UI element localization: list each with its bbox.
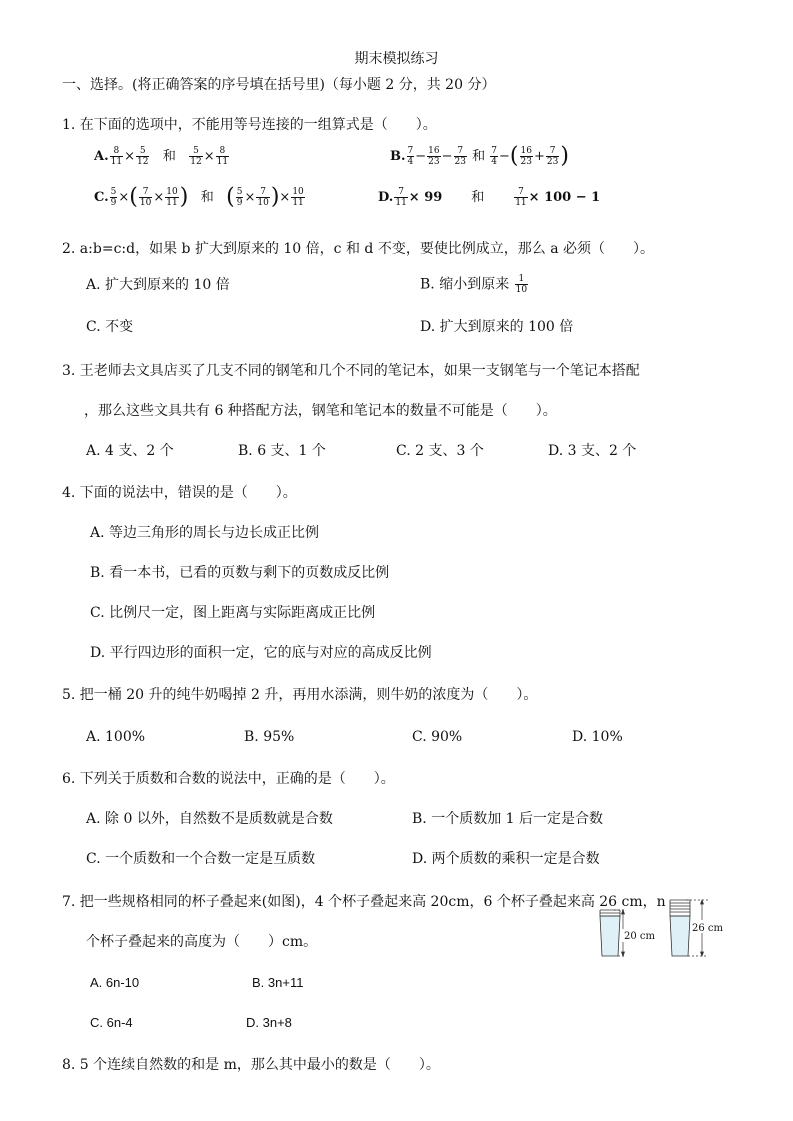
fraction: $\frac{7}{4}$ (491, 146, 497, 167)
fraction: $\frac{7}{23}$ (546, 146, 559, 167)
page-title: 期末模拟练习 (354, 51, 439, 67)
question-4-stem: 4. 下面的说法中，错误的是（ ）。 (62, 485, 297, 501)
q3-option-c: C. 2 支、3 个 (396, 443, 484, 459)
fraction: $\frac{5}{12}$ (136, 146, 149, 167)
q6-option-c: C. 一个质数和一个合数一定是互质数 (86, 851, 316, 867)
q4-option-d: D. 平行四边形的面积一定，它的底与对应的高成反比例 (90, 645, 432, 661)
q7-option-d: D. 3n+8 (246, 1015, 292, 1030)
q5-option-b: B. 95% (244, 729, 295, 745)
q1-option-b: B. $\frac{7}{4}$ − $\frac{16}{23}$ − $\frac{7}{23}$ 和 $\frac{7}{4}$ −( $\frac{16}{23}$ + $\frac{7}{23}$ ) (390, 143, 569, 169)
fraction: $\frac{7}{11}$ (395, 187, 407, 208)
question-7-stem-line2: 个杯子叠起来的高度为（ ）cm。 (86, 934, 318, 950)
question-3-stem-line2: ，那么这些文具共有 6 种搭配方法，钢笔和笔记本的数量不可能是（ ）。 (84, 403, 557, 419)
q5-option-c: C. 90% (412, 729, 463, 745)
fraction: $\frac{16}{23}$ (428, 146, 440, 167)
q6-option-d: D. 两个质数的乘积一定是合数 (412, 851, 600, 867)
fraction: $\frac{7}{10}$ (257, 187, 269, 208)
q5-option-a: A. 100% (86, 729, 146, 745)
q4-option-c: C. 比例尺一定，图上距离与实际距离成正比例 (90, 605, 376, 621)
q5-option-d: D. 10% (572, 729, 623, 745)
q2-option-c: C. 不变 (86, 319, 134, 335)
question-6-stem: 6. 下列关于质数和合数的说法中，正确的是（ ）。 (62, 771, 395, 787)
q1-option-c: C. $\frac{5}{9}$ ×( $\frac{7}{10}$ × $\frac{10}{11}$ ) 和 ( $\frac{5}{9}$ × $\frac{7}{10}$ )× $\frac{10}{11}$ (94, 184, 304, 210)
fraction: $\frac{5}{12}$ (190, 146, 202, 167)
question-3-stem-line1: 3. 王老师去文具店买了几支不同的钢笔和几个不同的笔记本，如果一支钢笔与一个笔记本搭配 (62, 363, 640, 379)
q1-option-a: A. $\frac{8}{11}$ × $\frac{5}{12}$ 和 $\frac{5}{12}$ × $\frac{8}{11}$ (94, 146, 229, 167)
fraction: $\frac{7}{4}$ (407, 146, 414, 167)
q1-option-d: D. $\frac{7}{11}$ × 99 和 $\frac{7}{11}$ × 100 − 1 (378, 187, 601, 208)
fraction: $\frac{5}{9}$ (236, 187, 243, 208)
q7-option-a: A. 6n-10 (90, 975, 140, 990)
question-8-stem: 8. 5 个连续自然数的和是 m，那么其中最小的数是（ ）。 (62, 1057, 440, 1073)
fraction: $\frac{1}{10}$ (515, 274, 528, 295)
q7-option-c: C. 6n-4 (90, 1015, 133, 1030)
section-heading: 一、选择。(将正确答案的序号填在括号里)（每小题 2 分，共 20 分） (62, 77, 496, 93)
fraction: $\frac{7}{10}$ (139, 187, 152, 208)
q3-option-b: B. 6 支、1 个 (238, 443, 326, 459)
label-20cm: 20 cm (624, 931, 655, 942)
q3-option-d: D. 3 支、2 个 (548, 443, 637, 459)
q2-option-a: A. 扩大到原来的 10 倍 (86, 277, 230, 293)
q3-option-a: A. 4 支、2 个 (86, 443, 174, 459)
q7-option-b: B. 3n+11 (252, 975, 304, 990)
question-2-stem: 2. a:b=c:d，如果 b 扩大到原来的 10 倍，c 和 d 不变，要使比例成立，那么 a 必须（ ）。 (62, 241, 655, 257)
fraction: $\frac{7}{11}$ (515, 187, 527, 208)
label-26cm: 26 cm (692, 923, 723, 934)
q6-option-a: A. 除 0 以外，自然数不是质数就是合数 (86, 811, 333, 827)
question-7-stem-line1: 7. 把一些规格相同的杯子叠起来(如图)，4 个杯子叠起来高 20cm，6 个杯子叠起来高 26 cm，n (62, 894, 666, 910)
q2-option-b: B. 缩小到原来 $\frac{1}{10}$ (420, 274, 528, 295)
q4-option-a: A. 等边三角形的周长与边长成正比例 (90, 525, 320, 541)
fraction: $\frac{7}{23}$ (454, 146, 466, 167)
fraction: $\frac{8}{11}$ (216, 146, 229, 167)
fraction: $\frac{16}{23}$ (520, 146, 532, 167)
question-5-stem: 5. 把一桶 20 升的纯牛奶喝掉 2 升，再用水添满，则牛奶的浓度为（ ）。 (62, 687, 538, 703)
q2-option-d: D. 扩大到原来的 100 倍 (420, 319, 574, 335)
q4-option-b: B. 看一本书，已看的页数与剩下的页数成反比例 (90, 565, 390, 581)
fraction: $\frac{8}{11}$ (110, 146, 123, 167)
fraction: $\frac{5}{9}$ (110, 187, 117, 208)
q6-option-b: B. 一个质数加 1 后一定是合数 (412, 811, 603, 827)
question-1-stem: 1. 在下面的选项中，不能用等号连接的一组算式是（ ）。 (62, 117, 437, 133)
fraction: $\frac{10}{11}$ (292, 187, 304, 208)
cup-stack-6 (670, 900, 690, 956)
stacked-cups-figure (596, 890, 736, 962)
cup-stack-4 (600, 910, 620, 956)
fraction: $\frac{10}{11}$ (166, 187, 178, 208)
